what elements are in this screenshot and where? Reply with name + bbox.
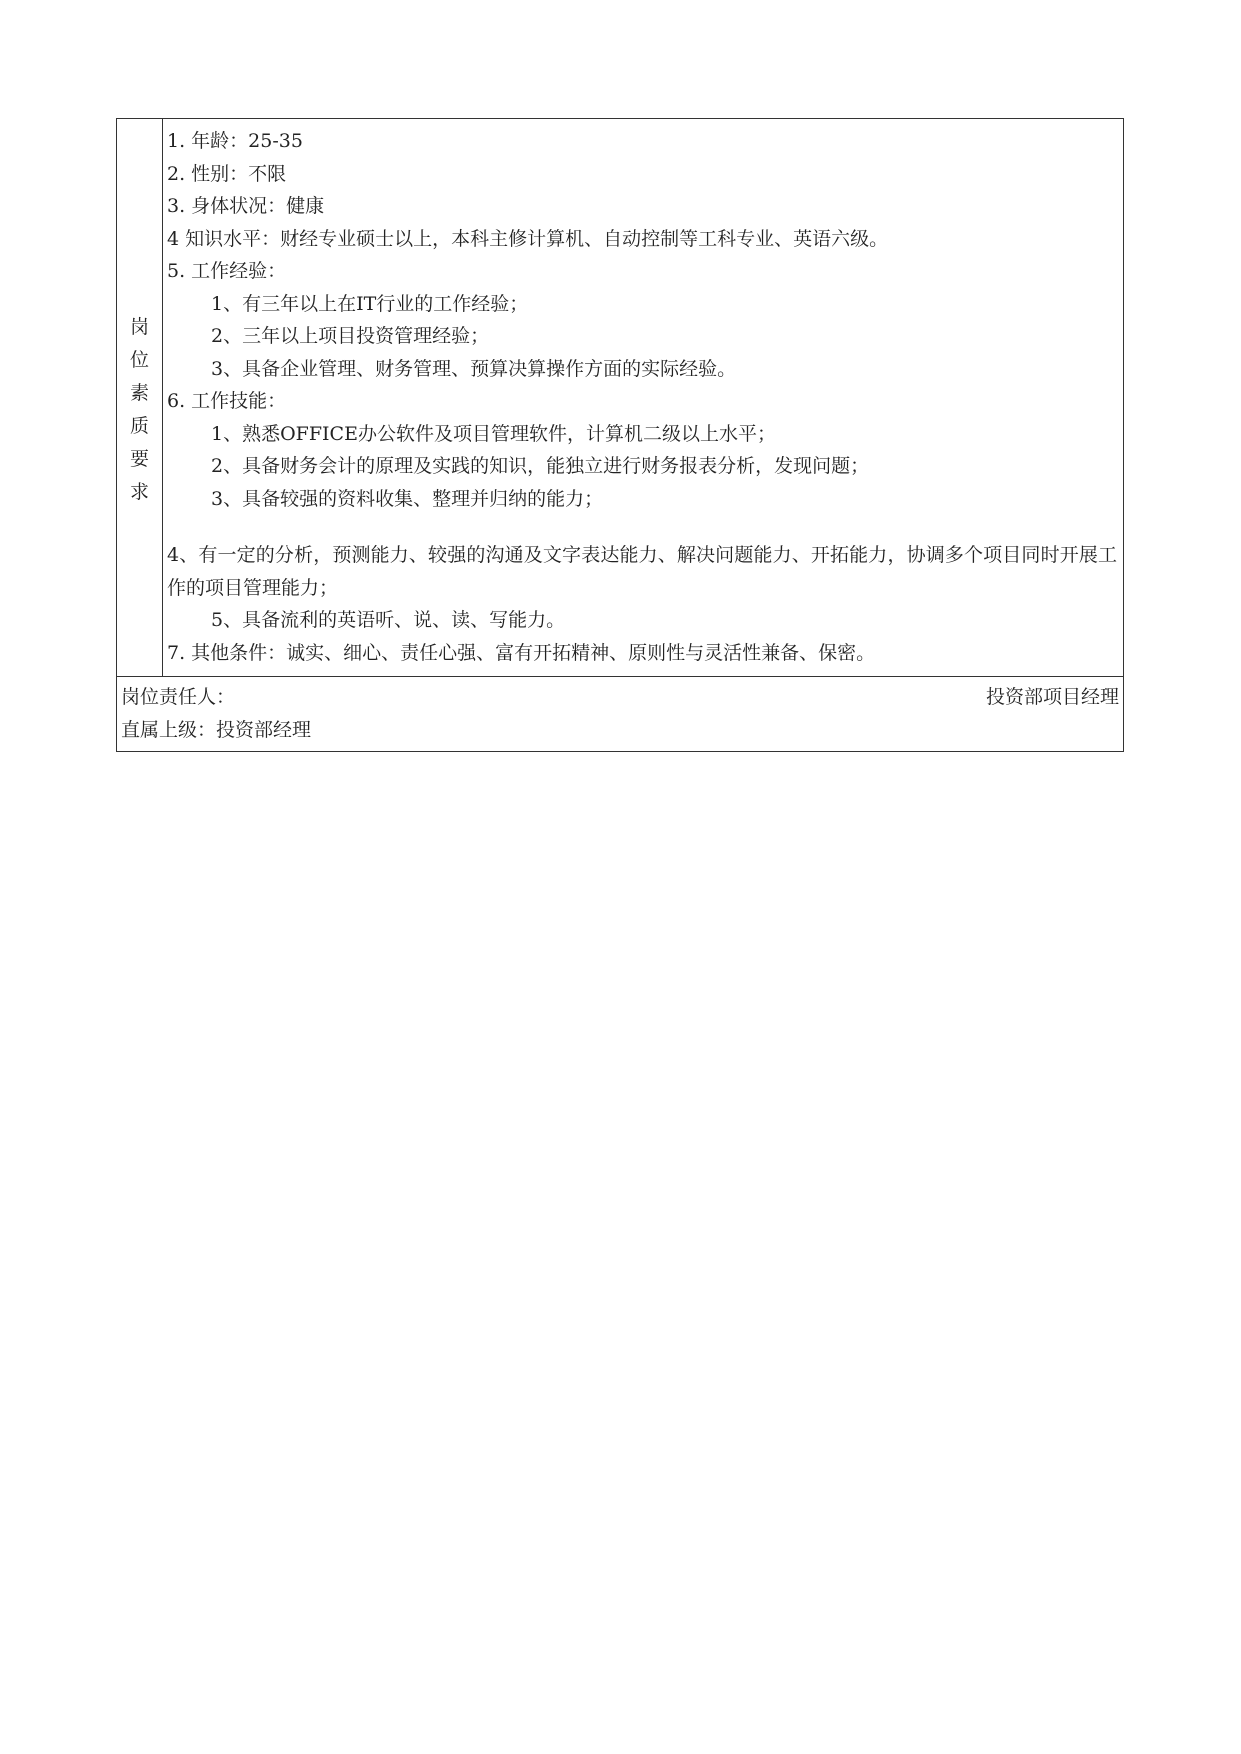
age-line: 1. 年龄：25-35 — [167, 130, 303, 152]
skills-item-1: 1、熟悉OFFICE办公软件及项目管理软件，计算机二级以上水平； — [211, 422, 776, 445]
skills-heading: 6. 工作技能： — [167, 390, 287, 412]
side-label-cell — [117, 119, 163, 676]
experience-heading: 5. 工作经验： — [167, 260, 287, 282]
gender-line: 2. 性别：不限 — [167, 162, 287, 185]
skills-item-5: 5、具备流利的英语听、说、读、写能力。 — [211, 609, 566, 631]
side-label: 岗位素质要求 — [129, 315, 149, 503]
knowledge-line: 4 知识水平：财经专业硕士以上，本科主修计算机、自动控制等工科专业、英语六级。 — [167, 227, 889, 250]
superior-line: 直属上级：投资部经理 — [121, 718, 312, 741]
blank-gap — [167, 515, 1117, 539]
job-requirements-table — [116, 118, 1124, 752]
responsible-line — [121, 681, 1119, 714]
experience-item-3: 3、具备企业管理、财务管理、预算决算操作方面的实际经验。 — [211, 357, 737, 380]
skills-item-3: 3、具备较强的资料收集、整理并归纳的能力； — [211, 487, 604, 510]
skills-item-2: 2、具备财务会计的原理及实践的知识，能独立进行财务报表分析，发现问题； — [211, 455, 870, 477]
requirements-row — [117, 119, 1123, 677]
health-line: 3. 身体状况：健康 — [167, 195, 325, 217]
experience-item-1: 1、有三年以上在IT行业的工作经验； — [211, 292, 529, 315]
other-conditions-line: 7. 其他条件：诚实、细心、责任心强、富有开拓精神、原则性与灵活性兼备、保密。 — [167, 641, 876, 664]
footer-row — [117, 677, 1123, 751]
skills-item-4: 4、有一定的分析，预测能力、较强的沟通及文字表达能力、解决问题能力、开拓能力，协调多个项目同时开展工作的项目管理能力； — [167, 544, 1117, 599]
requirements-content — [163, 119, 1123, 676]
responsible-label: 岗位责任人： — [121, 686, 236, 708]
responsible-value: 投资部项目经理 — [985, 686, 1119, 708]
experience-item-2: 2、三年以上项目投资管理经验； — [211, 325, 490, 347]
